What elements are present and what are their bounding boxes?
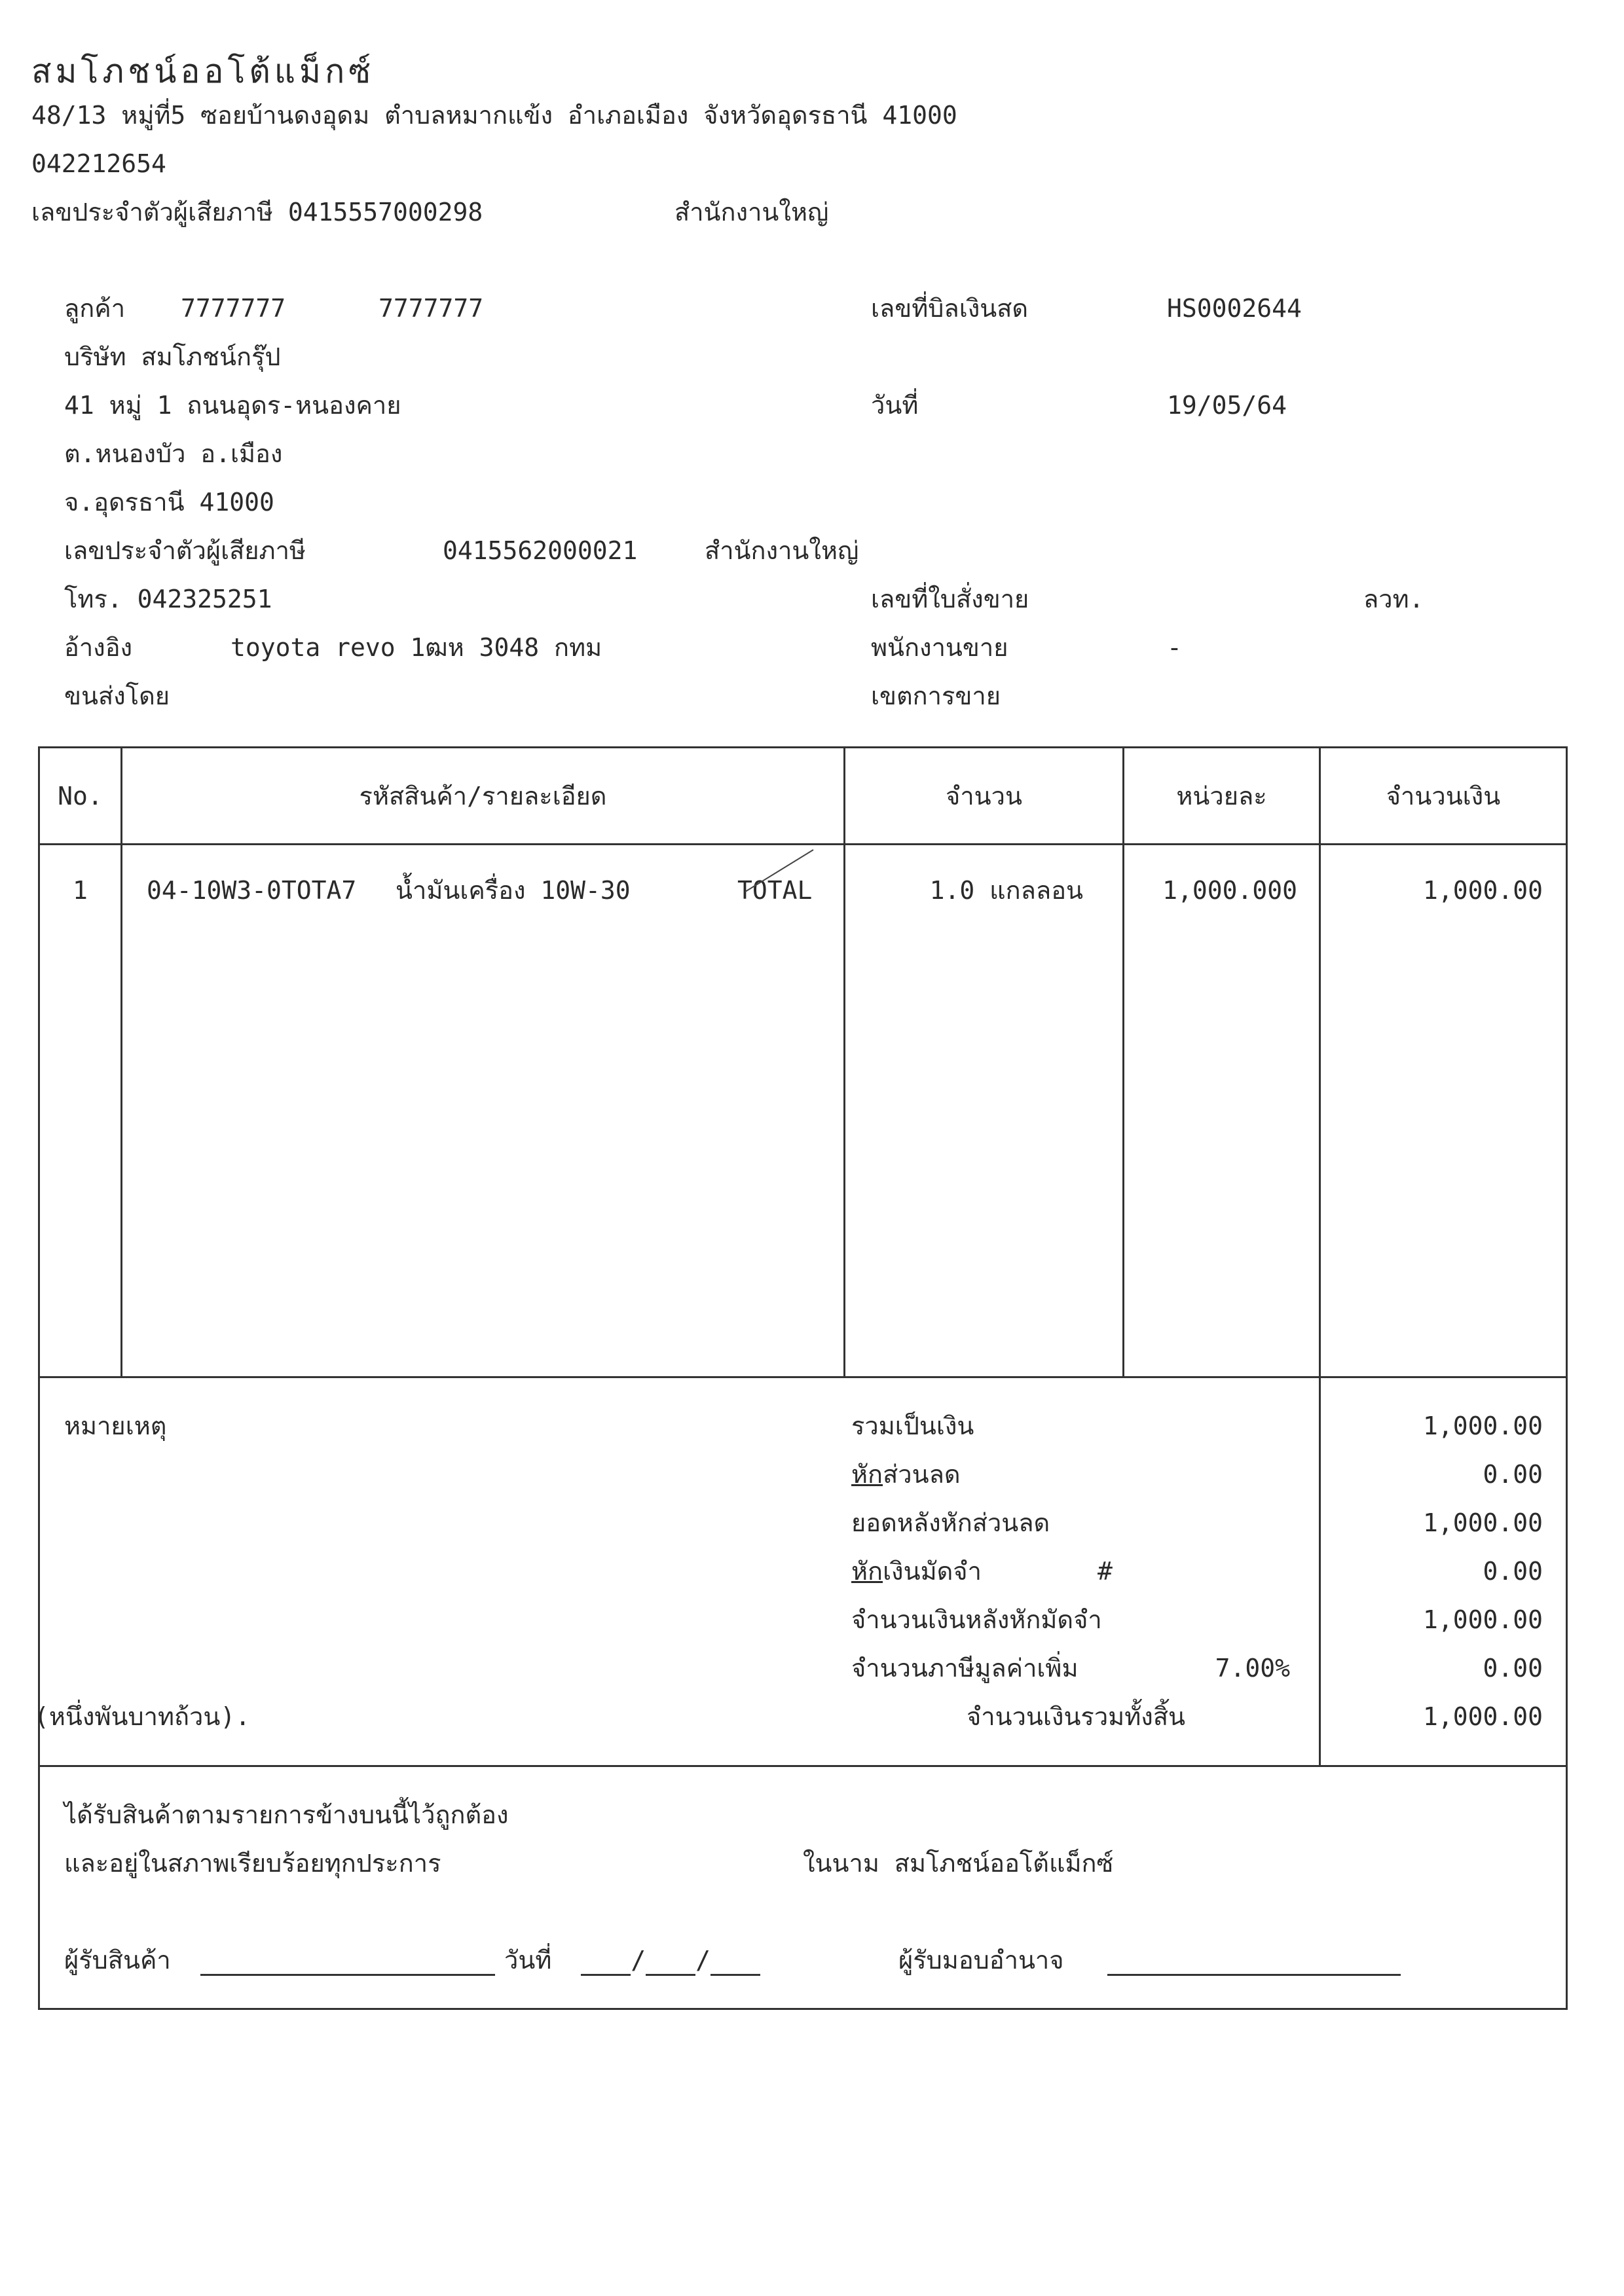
col-header-unit-price: หน่วยละ [1176,782,1267,811]
authorized-signature-line [898,1944,1401,1976]
reference-value: toyota revo 1ฒห 3048 กทม [231,633,602,662]
deposit-value: 0.00 [1483,1557,1543,1586]
on-behalf-of: ในนาม สมโภชน์ออโต้แม็กซ์ [803,1849,1114,1878]
date-month-blank [646,1948,695,1976]
col-header-quantity: จำนวน [946,782,1022,811]
bill-no-value: HS0002644 [1167,294,1302,323]
customer-address-1: 41 หมู่ 1 ถนนอุดร-หนองคาย [64,391,401,420]
deposit-ref-mark: # [1098,1557,1113,1586]
remark-label: หมายเหตุ [64,1412,167,1440]
discount-label-text: ส่วนลด [883,1460,961,1489]
authorized-label: ผู้รับมอบอำนาจ [898,1946,1064,1975]
vat-value: 0.00 [1483,1654,1543,1683]
pen-mark-icon [740,845,819,897]
sales-order-value: ลวท. [1363,585,1424,613]
vat-rate: 7.00% [1215,1654,1290,1683]
received-statement-1: ได้รับสินค้าตามรายการข้างบนนี้ไว้ถูกต้อง [64,1800,509,1829]
receive-date-label: วันที่ [504,1946,552,1975]
company-address: 48/13 หมู่ที่5 ซอยบ้านดงอุดม ตำบลหมากแข้ง อำเภอเมือง จังหวัดอุดรธานี 41000 [31,101,957,130]
shipping-label: ขนส่งโดย [64,682,170,710]
customer-branch: สำนักงานใหญ่ [705,536,859,565]
sales-order-label: เลขที่ใบสั่งขาย [871,585,1029,613]
subtotal-value: 1,000.00 [1422,1412,1543,1440]
row-quantity: 1.0 แกลลอน [929,876,1083,905]
row-amount: 1,000.00 [1422,876,1543,905]
sales-area-label: เขตการขาย [871,682,1001,710]
grand-total-label: จำนวนเงินรวมทั้งสิ้น [967,1702,1185,1731]
date-day-blank [581,1948,631,1976]
discount-label-prefix: หัก [851,1460,883,1489]
received-statement-2: และอยู่ในสภาพเรียบร้อยทุกประการ [64,1849,441,1878]
discount-value: 0.00 [1483,1460,1543,1489]
company-tax-id: เลขประจำตัวผู้เสียภาษี 0415557000298 [31,198,483,227]
col-divider-3 [1122,746,1124,1378]
deposit-label-prefix: หัก [851,1557,883,1586]
row-description: น้ำมันเครื่อง 10W-30 [396,876,631,905]
salesperson-value: - [1167,633,1182,662]
after-deposit-value: 1,000.00 [1422,1605,1543,1634]
row-no: 1 [73,876,88,905]
date-year-blank [710,1948,760,1976]
customer-address-2: ต.หนองบัว อ.เมือง [64,439,283,468]
discount-label [851,1459,961,1490]
after-discount-value: 1,000.00 [1422,1508,1543,1537]
col-divider-2 [843,746,845,1378]
vat-label: จำนวนภาษีมูลค่าเพิ่ม [851,1654,1079,1683]
receiver-label: ผู้รับสินค้า [64,1946,171,1975]
deposit-label [851,1556,982,1587]
customer-code-2: 7777777 [378,294,484,323]
items-divider [38,1376,1568,1378]
bill-date-value: 19/05/64 [1167,391,1287,420]
receiver-signature-line [64,1944,495,1976]
customer-name: บริษัท สมโภชน์กรุ๊ป [64,342,281,371]
bill-no-label: เลขที่บิลเงินสด [871,294,1029,323]
summary-divider [38,1765,1568,1767]
customer-label: ลูกค้า [64,294,126,323]
deposit-label-text: เงินมัดจำ [883,1557,982,1586]
receiver-blank [200,1948,495,1976]
col-divider-1 [120,746,122,1378]
col-header-description: รหัสสินค้า/รายละเอียด [359,782,607,811]
row-unit-price: 1,000.000 [1162,876,1297,905]
col-header-no: No. [58,782,103,811]
receive-date-line: วันที่ / / [504,1944,760,1976]
customer-tax-id: 0415562000021 [443,536,638,565]
amount-in-words: (หนึ่งพันบาทถ้วน). [34,1702,251,1731]
bill-date-label: วันที่ [871,391,919,420]
customer-tax-label: เลขประจำตัวผู้เสียภาษี [64,536,306,565]
row-brand: TOTAL [737,876,813,905]
col-header-amount: จำนวนเงิน [1386,782,1501,811]
customer-tel: โทร. 042325251 [64,585,272,613]
company-name: สมโภชน์ออโต้แม็กซ์ [31,52,375,90]
after-deposit-label: จำนวนเงินหลังหักมัดจำ [851,1605,1102,1634]
customer-code: 7777777 [181,294,286,323]
reference-label: อ้างอิง [64,633,133,662]
customer-address-3: จ.อุดรธานี 41000 [64,488,274,517]
after-discount-label: ยอดหลังหักส่วนลด [851,1508,1050,1537]
company-phone: 042212654 [31,149,166,178]
subtotal-label: รวมเป็นเงิน [851,1412,974,1440]
salesperson-label: พนักงานขาย [871,633,1008,662]
authorized-blank [1107,1948,1401,1976]
company-branch: สำนักงานใหญ่ [674,198,829,227]
row-product-code: 04-10W3-0TOTA7 [147,876,357,905]
grand-total-value: 1,000.00 [1422,1702,1543,1731]
